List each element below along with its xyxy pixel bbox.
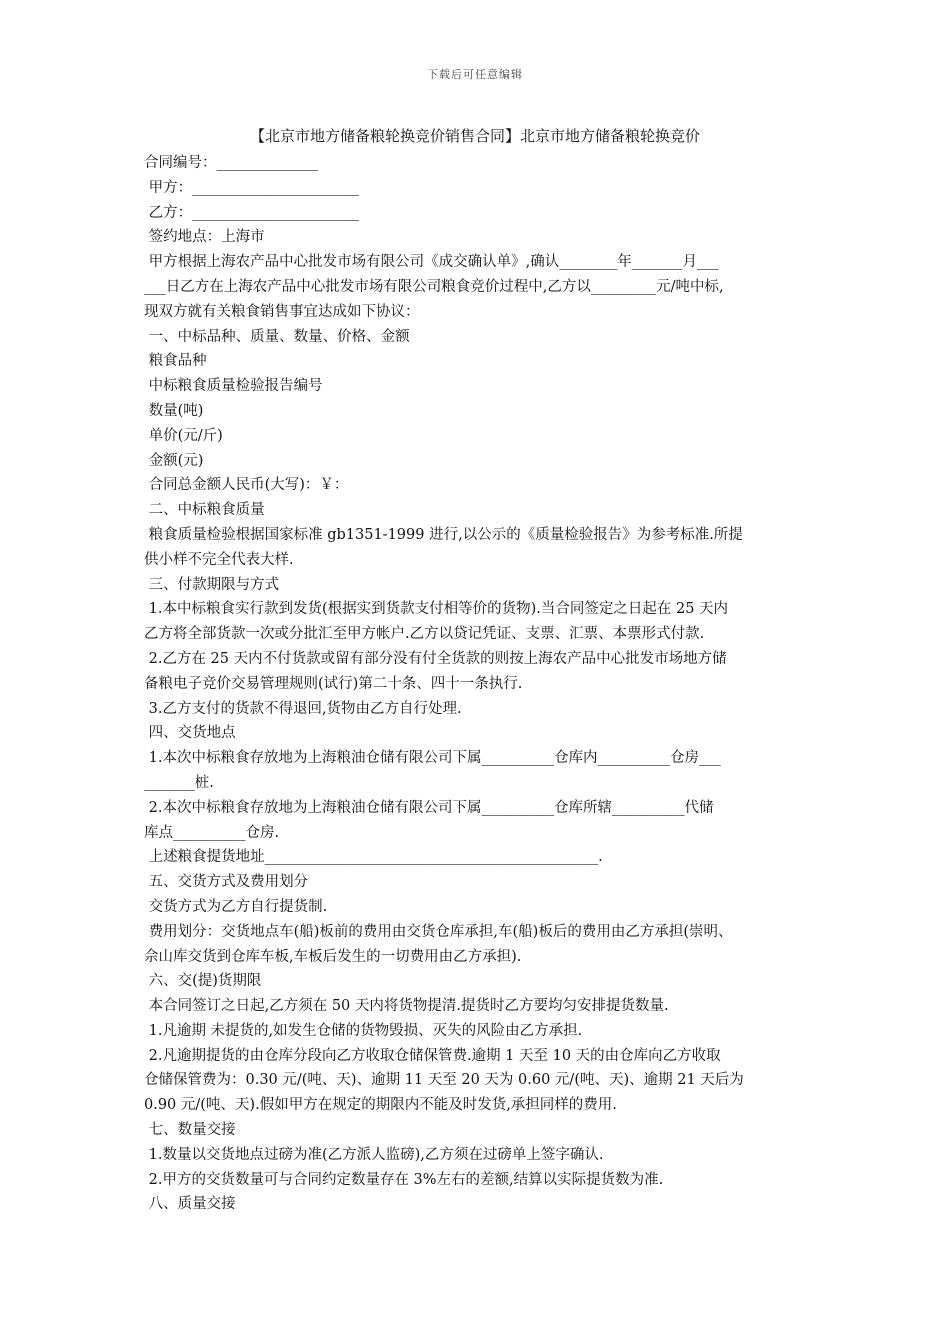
- text-line: 七、数量交接: [144, 1122, 236, 1139]
- text-line: 数量(吨): [144, 402, 204, 419]
- header-note: 下载后可任意编辑: [427, 68, 523, 81]
- text-line: 乙方：_______________________: [144, 204, 359, 221]
- text-line: 甲方：_______________________: [144, 179, 359, 196]
- text-line: 单价(元/斤): [144, 427, 223, 444]
- text-line: 供小样不完全代表大样.: [144, 551, 294, 568]
- text-line: 金额(元): [144, 452, 204, 469]
- text-line: 二、中标粮食质量: [144, 502, 265, 519]
- text-line: 合同总金额人民币(大写)：￥：: [144, 477, 349, 494]
- text-line: 2.甲方的交货数量可与合同约定数量存在 3%左右的差额,结算以实际提货数为准.: [144, 1171, 664, 1188]
- text-line: 一、中标品种、质量、数量、价格、金额: [144, 328, 410, 345]
- text-line: 中标粮食质量检验报告编号: [144, 378, 323, 395]
- text-line: 2.乙方在 25 天内不付货款或留有部分没有付全货款的则按上海农产品中心批发市场地方储: [144, 650, 727, 667]
- text-line: 上述粮食提货地址______________________________________________.: [144, 849, 603, 866]
- text-line: 1.凡逾期 未提货的,如发生仓储的货物毁损、灭失的风险由乙方承担.: [144, 1022, 583, 1039]
- text-line: 签约地点：上海市: [144, 229, 265, 246]
- text-line: _______桩.: [144, 774, 214, 791]
- text-line: 甲方根据上海农产品中心批发市场有限公司《成交确认单》,确认________年_______月___: [144, 254, 719, 271]
- text-line: 1.本中标粮食实行款到发货(根据实到货款支付相等价的货物).当合同签定之日起在 25 天内: [144, 601, 729, 618]
- text-line: 五、交货方式及费用划分: [144, 874, 309, 891]
- text-line: 合同编号：______________: [144, 155, 318, 171]
- text-line: 备粮电子竞价交易管理规则(试行)第二十条、四十一条执行.: [144, 675, 523, 692]
- text-line: 八、质量交接: [144, 1196, 236, 1213]
- text-line: 本合同签订之日起,乙方须在 50 天内将货物提清.提货时乙方要均匀安排提货数量.: [144, 998, 669, 1015]
- text-line: 四、交货地点: [144, 725, 236, 742]
- text-line: 仓储保管费为：0.30 元/(吨、天)、逾期 11 天至 20 天为 0.60 元/(吨、天)、逾期 21 天后为: [144, 1072, 744, 1089]
- text-line: 2.凡逾期提货的由仓库分段向乙方收取仓储保管费.逾期 1 天至 10 天的由仓库向乙方收取: [144, 1047, 721, 1064]
- document-title: 【北京市地方储备粮轮换竞价销售合同】北京市地方储备粮轮换竞价: [249, 127, 700, 145]
- text-line: 交货方式为乙方自行提货制.: [144, 898, 328, 915]
- text-line: 三、付款期限与方式: [144, 576, 280, 593]
- text-line: 0.90 元/(吨、天).假如甲方在规定的期限内不能及时发货,承担同样的费用.: [144, 1097, 617, 1114]
- text-line: 现双方就有关粮食销售事宜达成如下协议：: [144, 303, 420, 320]
- text-line: 粮食质量检验根据国家标准 gb1351-1999 进行,以公示的《质量检验报告》为参考标准.所提: [144, 526, 743, 543]
- text-line: 六、交(提)货期限: [144, 973, 262, 990]
- document-body: [144, 151, 824, 1217]
- text-line: 库点__________仓房.: [144, 824, 280, 841]
- text-line: 乙方将全部货款一次或分批汇至甲方帐户.乙方以贷记凭证、支票、汇票、本票形式付款.: [144, 626, 705, 643]
- text-line: 2.本次中标粮食存放地为上海粮油仓储有限公司下属__________仓库所辖__________代储: [144, 799, 714, 816]
- text-line: 佘山库交货到仓库车板,车板后发生的一切费用由乙方承担).: [144, 948, 522, 965]
- text-line: 1.数量以交货地点过磅为准(乙方派人监磅),乙方须在过磅单上签字确认.: [144, 1146, 604, 1163]
- text-line: 3.乙方支付的货款不得退回,货物由乙方自行处理.: [144, 700, 462, 717]
- text-line: ___日乙方在上海农产品中心批发市场有限公司粮食竞价过程中,乙方以_________元/吨中标,: [144, 278, 724, 295]
- text-line: 粮食品种: [144, 353, 207, 370]
- text-line: 1.本次中标粮食存放地为上海粮油仓储有限公司下属__________仓库内__________仓房___: [144, 750, 721, 767]
- text-line: 费用划分：交货地点车(船)板前的费用由交货仓库承担,车(船)板后的费用由乙方承担(崇明、: [144, 923, 733, 940]
